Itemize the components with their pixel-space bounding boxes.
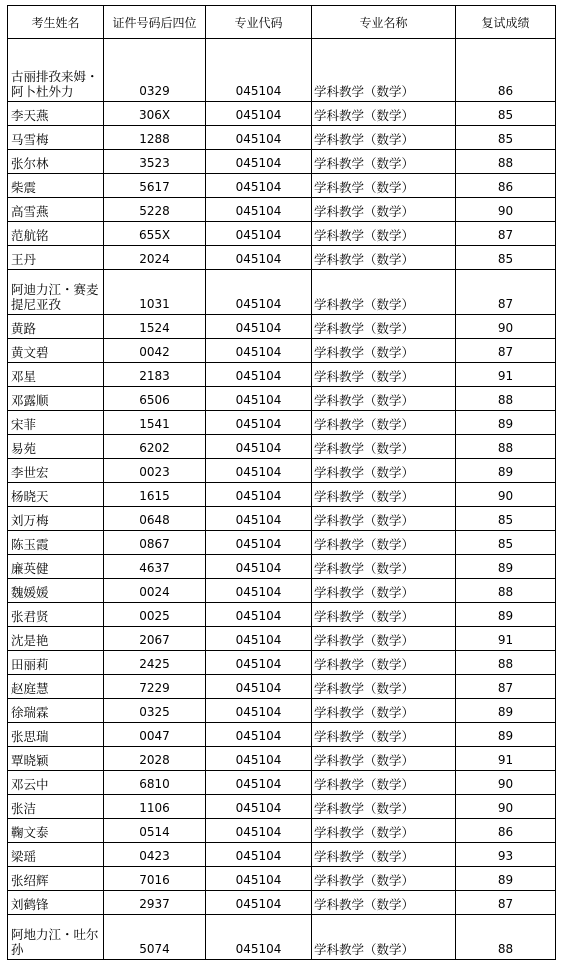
- cell-id-last4: 1031: [104, 270, 206, 315]
- cell-name: 易苑: [8, 435, 104, 459]
- cell-major-code: 045104: [206, 270, 312, 315]
- cell-id-last4: 6506: [104, 387, 206, 411]
- cell-id-last4: 0329: [104, 39, 206, 102]
- cell-id-last4: 2183: [104, 363, 206, 387]
- cell-score: 90: [456, 315, 556, 339]
- cell-major-code: 045104: [206, 339, 312, 363]
- cell-major-code: 045104: [206, 843, 312, 867]
- cell-major-name: 学科教学（数学）: [312, 126, 456, 150]
- cell-id-last4: 2024: [104, 246, 206, 270]
- cell-id-last4: 2028: [104, 747, 206, 771]
- cell-major-name: 学科教学（数学）: [312, 363, 456, 387]
- cell-name: 黄文碧: [8, 339, 104, 363]
- cell-name: 宋菲: [8, 411, 104, 435]
- cell-id-last4: 0023: [104, 459, 206, 483]
- cell-score: 89: [456, 411, 556, 435]
- table-row: [8, 627, 556, 651]
- cell-id-last4: 1288: [104, 126, 206, 150]
- cell-major-name: 学科教学（数学）: [312, 891, 456, 915]
- cell-score: 89: [456, 555, 556, 579]
- table-row: [8, 435, 556, 459]
- cell-major-name: 学科教学（数学）: [312, 579, 456, 603]
- cell-name: 田丽莉: [8, 651, 104, 675]
- cell-score: 89: [456, 867, 556, 891]
- cell-score: 89: [456, 723, 556, 747]
- cell-id-last4: 2425: [104, 651, 206, 675]
- header-name: 考生姓名: [8, 6, 104, 39]
- cell-major-name: 学科教学（数学）: [312, 867, 456, 891]
- cell-major-code: 045104: [206, 723, 312, 747]
- table-row: [8, 531, 556, 555]
- results-table: [7, 5, 556, 960]
- table-row: [8, 867, 556, 891]
- cell-major-code: 045104: [206, 627, 312, 651]
- cell-score: 91: [456, 627, 556, 651]
- header-major-name: 专业名称: [312, 6, 456, 39]
- cell-major-code: 045104: [206, 531, 312, 555]
- cell-major-name: 学科教学（数学）: [312, 270, 456, 315]
- table-row: [8, 675, 556, 699]
- cell-name: 黄路: [8, 315, 104, 339]
- cell-name: 张思瑞: [8, 723, 104, 747]
- cell-major-name: 学科教学（数学）: [312, 102, 456, 126]
- table-row: [8, 483, 556, 507]
- cell-major-name: 学科教学（数学）: [312, 411, 456, 435]
- cell-name: 徐瑞霖: [8, 699, 104, 723]
- table-row: [8, 102, 556, 126]
- cell-name: 赵庭慧: [8, 675, 104, 699]
- table-row: [8, 459, 556, 483]
- cell-name: 王丹: [8, 246, 104, 270]
- cell-major-name: 学科教学（数学）: [312, 675, 456, 699]
- cell-score: 89: [456, 699, 556, 723]
- cell-major-name: 学科教学（数学）: [312, 435, 456, 459]
- table-row: [8, 723, 556, 747]
- table-row: [8, 747, 556, 771]
- cell-major-code: 045104: [206, 246, 312, 270]
- cell-name: 刘万梅: [8, 507, 104, 531]
- cell-major-name: 学科教学（数学）: [312, 699, 456, 723]
- cell-score: 91: [456, 747, 556, 771]
- cell-major-code: 045104: [206, 222, 312, 246]
- table-row: [8, 771, 556, 795]
- cell-score: 88: [456, 651, 556, 675]
- cell-name: 李天燕: [8, 102, 104, 126]
- table-header-row: [8, 6, 556, 39]
- cell-id-last4: 0024: [104, 579, 206, 603]
- cell-name: 马雪梅: [8, 126, 104, 150]
- cell-id-last4: 3523: [104, 150, 206, 174]
- cell-score: 90: [456, 795, 556, 819]
- cell-major-name: 学科教学（数学）: [312, 627, 456, 651]
- cell-score: 85: [456, 102, 556, 126]
- cell-major-name: 学科教学（数学）: [312, 246, 456, 270]
- cell-score: 89: [456, 603, 556, 627]
- cell-major-code: 045104: [206, 771, 312, 795]
- cell-score: 87: [456, 222, 556, 246]
- cell-major-code: 045104: [206, 174, 312, 198]
- cell-major-code: 045104: [206, 819, 312, 843]
- cell-major-code: 045104: [206, 579, 312, 603]
- table-row: [8, 555, 556, 579]
- table-row: [8, 270, 556, 315]
- cell-major-name: 学科教学（数学）: [312, 150, 456, 174]
- cell-major-name: 学科教学（数学）: [312, 843, 456, 867]
- cell-id-last4: 5228: [104, 198, 206, 222]
- cell-major-code: 045104: [206, 675, 312, 699]
- cell-name: 古丽排孜来姆・阿卜杜外力: [8, 39, 104, 102]
- table-row: [8, 174, 556, 198]
- cell-score: 85: [456, 246, 556, 270]
- cell-major-code: 045104: [206, 603, 312, 627]
- cell-score: 85: [456, 507, 556, 531]
- header-score: 复试成绩: [456, 6, 556, 39]
- cell-score: 90: [456, 483, 556, 507]
- cell-name: 李世宏: [8, 459, 104, 483]
- table-row: [8, 339, 556, 363]
- table-row: [8, 819, 556, 843]
- cell-id-last4: 655X: [104, 222, 206, 246]
- cell-name: 柴震: [8, 174, 104, 198]
- cell-major-name: 学科教学（数学）: [312, 387, 456, 411]
- cell-name: 范航铭: [8, 222, 104, 246]
- cell-major-code: 045104: [206, 459, 312, 483]
- cell-name: 张绍辉: [8, 867, 104, 891]
- cell-id-last4: 0867: [104, 531, 206, 555]
- cell-score: 93: [456, 843, 556, 867]
- table-row: [8, 579, 556, 603]
- cell-score: 88: [456, 579, 556, 603]
- table-row: [8, 507, 556, 531]
- cell-major-name: 学科教学（数学）: [312, 222, 456, 246]
- cell-score: 87: [456, 270, 556, 315]
- cell-major-code: 045104: [206, 891, 312, 915]
- cell-id-last4: 1541: [104, 411, 206, 435]
- cell-score: 87: [456, 675, 556, 699]
- cell-major-name: 学科教学（数学）: [312, 555, 456, 579]
- cell-name: 邓云中: [8, 771, 104, 795]
- header-major-code: 专业代码: [206, 6, 312, 39]
- cell-major-code: 045104: [206, 102, 312, 126]
- cell-score: 88: [456, 435, 556, 459]
- cell-major-code: 045104: [206, 435, 312, 459]
- table-row: [8, 795, 556, 819]
- cell-major-name: 学科教学（数学）: [312, 915, 456, 960]
- cell-score: 89: [456, 459, 556, 483]
- cell-id-last4: 0423: [104, 843, 206, 867]
- cell-score: 85: [456, 126, 556, 150]
- table-row: [8, 651, 556, 675]
- cell-major-code: 045104: [206, 555, 312, 579]
- cell-major-name: 学科教学（数学）: [312, 651, 456, 675]
- header-id-last4: 证件号码后四位: [104, 6, 206, 39]
- cell-major-code: 045104: [206, 198, 312, 222]
- cell-major-name: 学科教学（数学）: [312, 459, 456, 483]
- cell-id-last4: 0042: [104, 339, 206, 363]
- cell-name: 陈玉霞: [8, 531, 104, 555]
- cell-name: 刘鹤锋: [8, 891, 104, 915]
- cell-major-name: 学科教学（数学）: [312, 531, 456, 555]
- cell-id-last4: 0325: [104, 699, 206, 723]
- cell-name: 覃晓颖: [8, 747, 104, 771]
- cell-major-code: 045104: [206, 699, 312, 723]
- cell-major-name: 学科教学（数学）: [312, 603, 456, 627]
- table-row: [8, 843, 556, 867]
- table-row: [8, 126, 556, 150]
- table-row: [8, 150, 556, 174]
- cell-score: 86: [456, 819, 556, 843]
- table-row: [8, 363, 556, 387]
- cell-id-last4: 0047: [104, 723, 206, 747]
- cell-score: 86: [456, 174, 556, 198]
- table-row: [8, 198, 556, 222]
- cell-major-code: 045104: [206, 507, 312, 531]
- cell-major-name: 学科教学（数学）: [312, 771, 456, 795]
- cell-id-last4: 6202: [104, 435, 206, 459]
- cell-major-name: 学科教学（数学）: [312, 339, 456, 363]
- cell-score: 90: [456, 771, 556, 795]
- cell-score: 90: [456, 198, 556, 222]
- cell-major-code: 045104: [206, 915, 312, 960]
- cell-id-last4: 1524: [104, 315, 206, 339]
- table-row: [8, 222, 556, 246]
- cell-id-last4: 0025: [104, 603, 206, 627]
- cell-name: 廉英健: [8, 555, 104, 579]
- cell-major-code: 045104: [206, 795, 312, 819]
- cell-name: 杨晓天: [8, 483, 104, 507]
- table-row: [8, 699, 556, 723]
- cell-score: 88: [456, 387, 556, 411]
- cell-score: 87: [456, 891, 556, 915]
- table-row: [8, 603, 556, 627]
- table-row: [8, 39, 556, 102]
- cell-id-last4: 6810: [104, 771, 206, 795]
- cell-major-name: 学科教学（数学）: [312, 198, 456, 222]
- cell-major-code: 045104: [206, 483, 312, 507]
- cell-name: 阿地力江・吐尔孙: [8, 915, 104, 960]
- cell-major-name: 学科教学（数学）: [312, 723, 456, 747]
- cell-id-last4: 5074: [104, 915, 206, 960]
- cell-name: 邓星: [8, 363, 104, 387]
- cell-id-last4: 7229: [104, 675, 206, 699]
- cell-major-name: 学科教学（数学）: [312, 795, 456, 819]
- table-row: [8, 387, 556, 411]
- cell-name: 张洁: [8, 795, 104, 819]
- table-row: [8, 315, 556, 339]
- cell-major-code: 045104: [206, 126, 312, 150]
- cell-major-name: 学科教学（数学）: [312, 747, 456, 771]
- cell-major-code: 045104: [206, 387, 312, 411]
- cell-major-name: 学科教学（数学）: [312, 39, 456, 102]
- cell-major-code: 045104: [206, 315, 312, 339]
- table-row: [8, 411, 556, 435]
- cell-name: 梁瑶: [8, 843, 104, 867]
- cell-major-code: 045104: [206, 747, 312, 771]
- cell-major-name: 学科教学（数学）: [312, 507, 456, 531]
- cell-major-code: 045104: [206, 651, 312, 675]
- cell-score: 87: [456, 339, 556, 363]
- cell-score: 88: [456, 915, 556, 960]
- table-row: [8, 246, 556, 270]
- cell-id-last4: 1615: [104, 483, 206, 507]
- cell-name: 阿迪力江・赛麦提尼亚孜: [8, 270, 104, 315]
- cell-major-name: 学科教学（数学）: [312, 174, 456, 198]
- cell-name: 邓露顺: [8, 387, 104, 411]
- table-row: [8, 891, 556, 915]
- cell-name: 沈是艳: [8, 627, 104, 651]
- table-body: [8, 39, 556, 960]
- cell-name: 鞠文泰: [8, 819, 104, 843]
- cell-name: 张尔林: [8, 150, 104, 174]
- cell-id-last4: 0648: [104, 507, 206, 531]
- cell-major-code: 045104: [206, 411, 312, 435]
- cell-id-last4: 2067: [104, 627, 206, 651]
- cell-id-last4: 5617: [104, 174, 206, 198]
- cell-major-name: 学科教学（数学）: [312, 819, 456, 843]
- cell-name: 高雪燕: [8, 198, 104, 222]
- table-row: [8, 915, 556, 960]
- cell-score: 91: [456, 363, 556, 387]
- cell-id-last4: 0514: [104, 819, 206, 843]
- cell-name: 张君贤: [8, 603, 104, 627]
- cell-major-code: 045104: [206, 150, 312, 174]
- cell-major-code: 045104: [206, 39, 312, 102]
- cell-major-name: 学科教学（数学）: [312, 483, 456, 507]
- cell-name: 魏媛媛: [8, 579, 104, 603]
- cell-major-name: 学科教学（数学）: [312, 315, 456, 339]
- cell-score: 88: [456, 150, 556, 174]
- cell-score: 86: [456, 39, 556, 102]
- cell-id-last4: 1106: [104, 795, 206, 819]
- cell-major-code: 045104: [206, 363, 312, 387]
- cell-score: 85: [456, 531, 556, 555]
- cell-major-code: 045104: [206, 867, 312, 891]
- cell-id-last4: 306X: [104, 102, 206, 126]
- cell-id-last4: 2937: [104, 891, 206, 915]
- cell-id-last4: 4637: [104, 555, 206, 579]
- cell-id-last4: 7016: [104, 867, 206, 891]
